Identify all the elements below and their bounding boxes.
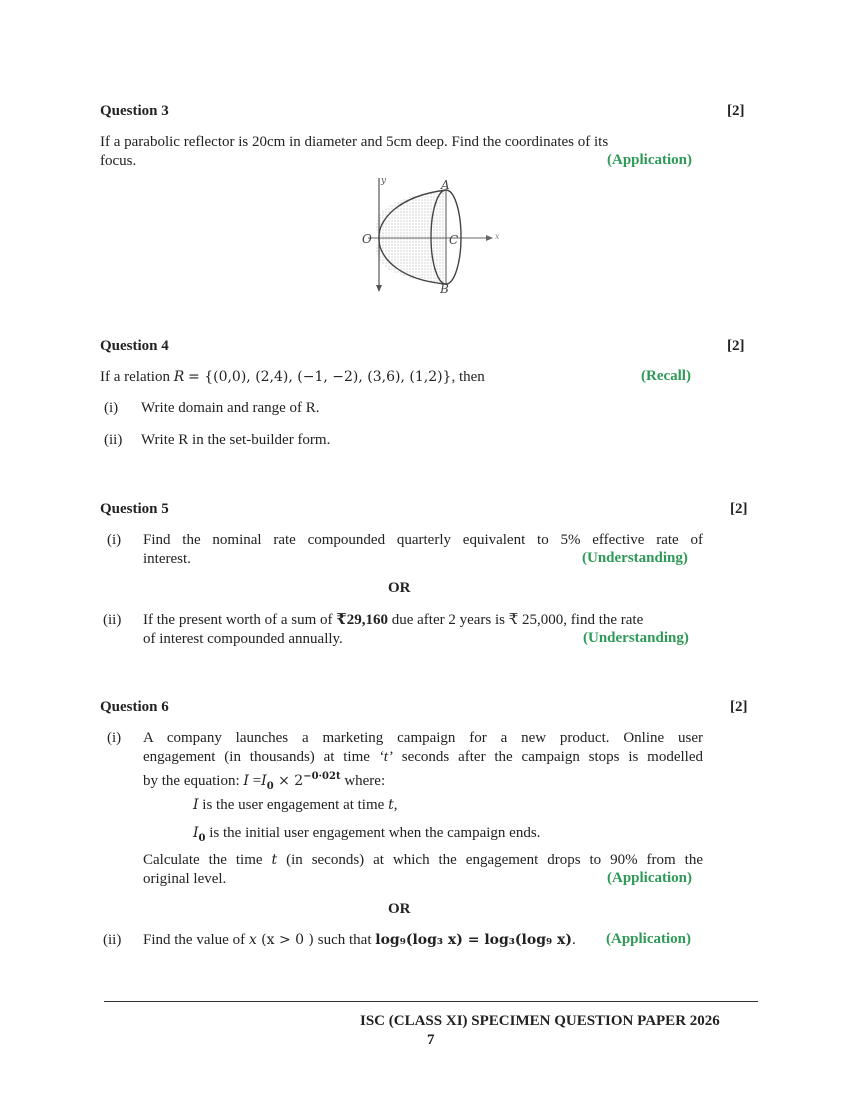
log-equation: log₉(log₃ x) = log₃(log₉ x)	[375, 932, 572, 948]
def2-sub: 0	[198, 833, 206, 844]
q6-line2-b: seconds after the campaign stops is modelled	[392, 749, 704, 765]
question-5-marks: [2]	[730, 501, 748, 517]
question-6-part-ii-tag: (Application)	[606, 931, 692, 947]
q6-ii-end: .	[571, 932, 576, 948]
x-axis-arrow	[486, 235, 493, 241]
question-6-calc-line-1	[143, 851, 703, 870]
present-worth-amount: ₹29,160	[336, 612, 388, 628]
calc-a: Calculate the time	[143, 852, 272, 868]
question-6-marks: [2]	[730, 699, 748, 715]
question-4-item-1-text: Write domain and range of R.	[141, 400, 320, 416]
q6-ii-cond: (x > 0 )	[256, 932, 314, 948]
eq-times-two: × 2	[273, 773, 304, 789]
label-b: B	[440, 282, 449, 294]
definition-i	[193, 796, 397, 815]
question-4-tag: (Recall)	[641, 368, 691, 384]
question-4-item-2-num: (ii)	[104, 432, 123, 448]
question-5-or: OR	[388, 580, 411, 596]
question-5-part-i-line-2: interest.	[143, 551, 191, 567]
question-6-part-i-line-3	[143, 767, 385, 796]
question-5-title: Question 5	[100, 501, 169, 517]
question-6-part-i-line-1: A company launches a marketing campaign for a new product. Online user	[143, 730, 703, 746]
question-3-title: Question 3	[100, 103, 169, 119]
label-o: O	[362, 232, 372, 246]
question-6-title: Question 6	[100, 699, 169, 715]
relation-set: = {(0,0), (2,4), (−1, −2), (3,6), (1,2)}	[188, 369, 452, 385]
question-4-intro	[100, 368, 485, 387]
def1-var: I	[193, 797, 199, 813]
eq-sub-0: 0	[266, 781, 274, 792]
question-6-part-i-line-2	[143, 748, 703, 767]
question-6-or: OR	[388, 901, 411, 917]
def1-text: is the user engagement at time	[198, 797, 389, 813]
question-4-intro-prefix: If a relation	[100, 369, 174, 385]
calc-t: t	[271, 852, 278, 868]
calc-b: (in seconds) at which the engagement drops to 90% from the	[277, 852, 703, 868]
label-x: x	[495, 232, 500, 241]
label-c: C	[449, 233, 459, 247]
question-5-part-i-tag: (Understanding)	[582, 550, 688, 566]
def2-text: is the initial user engagement when the campaign ends.	[205, 825, 541, 841]
eq-var-i: I	[243, 773, 249, 789]
question-5-part-i-num: (i)	[107, 532, 122, 548]
question-4-item-2-text: Write R in the set-builder form.	[141, 432, 331, 448]
question-4-title: Question 4	[100, 338, 169, 354]
question-6-calc-line-2: original level.	[143, 871, 227, 887]
def1-t: t	[388, 797, 394, 813]
question-5-part-i-line-1: Find the nominal rate compounded quarterly equivalent to 5% effective rate of	[143, 532, 703, 548]
eq-exponent: −0·02t	[303, 771, 341, 782]
question-6-part-ii-text	[143, 931, 576, 950]
q6-line2-a: engagement (in thousands) at time	[143, 749, 379, 765]
q6-line2-t: ‘t’	[378, 749, 393, 765]
q6-line3-a: by the equation:	[143, 773, 244, 789]
y-axis-arrow-down	[376, 285, 382, 292]
footer-divider	[104, 1001, 758, 1002]
question-6-part-i-num: (i)	[107, 730, 122, 746]
parabolic-reflector-figure	[358, 172, 508, 294]
q6-ii-a: Find the value of	[143, 932, 249, 948]
definition-i0	[193, 824, 540, 848]
question-3-line-2: focus.	[100, 153, 137, 169]
def1-end: ,	[393, 797, 398, 813]
question-3-marks: [2]	[727, 103, 745, 119]
question-5-part-ii-text-a: If the present worth of a sum of	[143, 612, 337, 628]
question-5-part-ii-line-1	[143, 611, 643, 630]
question-6-part-i-tag: (Application)	[607, 870, 693, 886]
footer-title: ISC (CLASS XI) SPECIMEN QUESTION PAPER 2026	[360, 1013, 720, 1029]
eq-equals: =	[248, 773, 262, 789]
question-5-part-ii-text-b: due after 2 years is ₹ 25,000, find the rate	[387, 612, 644, 628]
question-4-intro-suffix: , then	[451, 369, 485, 385]
question-6-part-ii-num: (ii)	[103, 932, 122, 948]
label-y: y	[381, 176, 387, 186]
question-3-tag: (Application)	[607, 152, 693, 168]
eq-var-i0: I	[261, 773, 267, 789]
question-5-part-ii-line-2: of interest compounded annually.	[143, 631, 343, 647]
q6-ii-x: x	[248, 932, 257, 948]
question-3-line-1: If a parabolic reflector is 20cm in diameter and 5cm deep. Find the coordinates of its	[100, 134, 609, 150]
relation-var: R	[173, 369, 185, 385]
q6-ii-b: such that	[314, 932, 376, 948]
label-a: A	[441, 178, 450, 192]
question-4-item-1-num: (i)	[104, 400, 119, 416]
q6-line3-b: where:	[340, 773, 386, 789]
def2-var: I	[193, 825, 199, 841]
question-3-text	[100, 133, 702, 152]
question-5-part-ii-num: (ii)	[103, 612, 122, 628]
question-4-marks: [2]	[727, 338, 745, 354]
question-5-part-ii-tag: (Understanding)	[583, 630, 689, 646]
page-number: 7	[427, 1032, 435, 1048]
